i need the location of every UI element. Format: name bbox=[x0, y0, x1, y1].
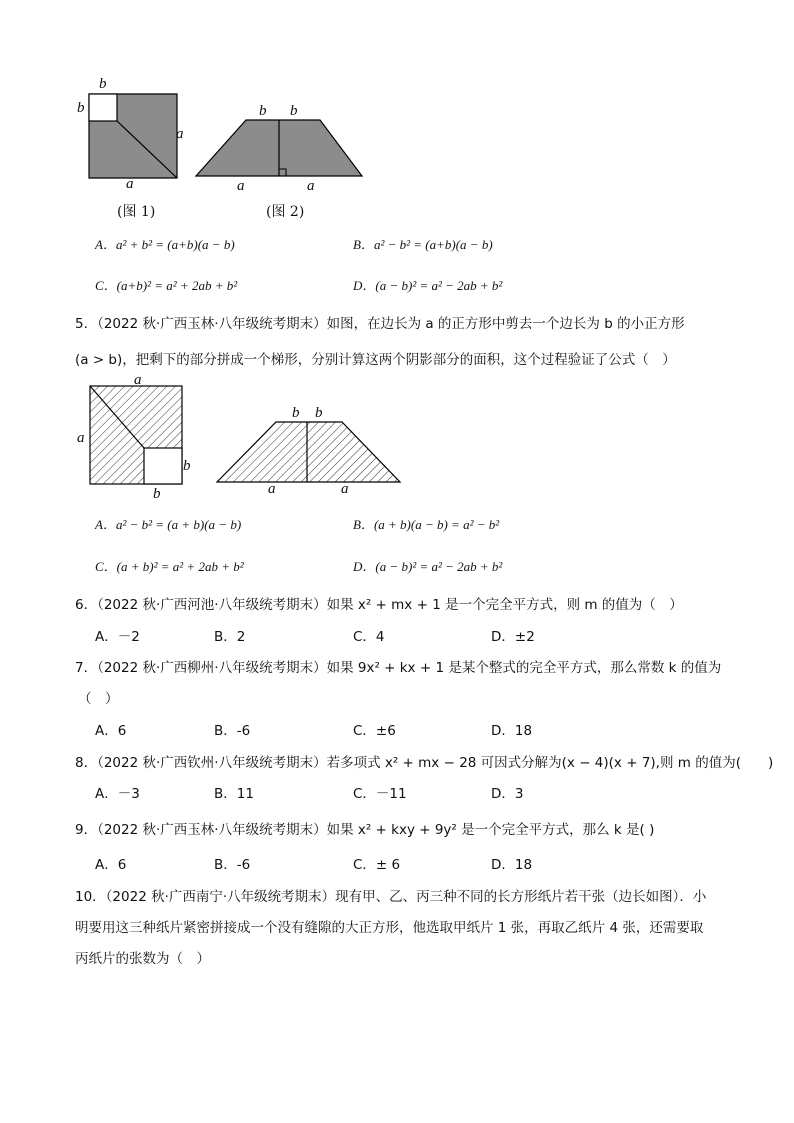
q6-option-c[interactable]: C．4 bbox=[353, 629, 385, 645]
q4-option-b[interactable]: B．a² − b² = (a+b)(a − b) bbox=[353, 237, 493, 252]
q7-option-b[interactable]: B．-6 bbox=[214, 723, 251, 739]
q5-figure-2 bbox=[214, 416, 404, 486]
q7-option-a[interactable]: A．6 bbox=[95, 723, 127, 739]
q7-option-d[interactable]: D．18 bbox=[491, 723, 533, 739]
q4-fig1-top-label: b bbox=[99, 76, 107, 92]
q8-option-c[interactable]: C．－11 bbox=[353, 786, 407, 802]
q4-fig1-left-label: b bbox=[77, 100, 85, 116]
q5-fig2-bottom-right-label: a bbox=[341, 481, 349, 497]
q4-fig2-caption: (图 2) bbox=[266, 204, 305, 220]
q4-fig2-top-left-label: b bbox=[259, 103, 267, 119]
q6-stem: 6．（2022 秋·广西河池·八年级统考期末）如果 x² + mx + 1 是一个完全平方式，则 m 的值为（ ） bbox=[75, 597, 683, 613]
q7-stem-line1: 7．（2022 秋·广西柳州·八年级统考期末）如果 9x² + kx + 1 是某个整式的完全平方式，那么常数 k 的值为 bbox=[75, 660, 722, 676]
q6-option-d[interactable]: D．±2 bbox=[491, 629, 535, 645]
q6-option-a[interactable]: A．－2 bbox=[95, 629, 140, 645]
q8-option-a[interactable]: A．－3 bbox=[95, 786, 140, 802]
q4-fig1-right-label: a bbox=[176, 126, 184, 142]
q8-option-b[interactable]: B．11 bbox=[214, 786, 254, 802]
q5-option-d[interactable]: D．(a − b)² = a² − 2ab + b² bbox=[353, 559, 503, 574]
q5-option-c[interactable]: C．(a + b)² = a² + 2ab + b² bbox=[95, 559, 244, 574]
q5-option-b[interactable]: B．(a + b)(a − b) = a² − b² bbox=[353, 517, 500, 532]
q8-option-d[interactable]: D．3 bbox=[491, 786, 524, 802]
q4-option-d[interactable]: D．(a − b)² = a² − 2ab + b² bbox=[353, 278, 503, 293]
q4-fig2-bottom-right-label: a bbox=[307, 178, 315, 194]
q9-option-a[interactable]: A．6 bbox=[95, 857, 127, 873]
q9-option-d[interactable]: D．18 bbox=[491, 857, 533, 873]
q9-stem: 9．（2022 秋·广西玉林·八年级统考期末）如果 x² + kxy + 9y² 是一个完全平方式，那么 k 是( ) bbox=[75, 822, 655, 838]
q4-fig2-bottom-left-label: a bbox=[237, 178, 245, 194]
q10-stem-line3: 丙纸片的张数为（ ） bbox=[75, 951, 210, 967]
q9-option-b[interactable]: B．-6 bbox=[214, 857, 251, 873]
q5-fig2-bottom-left-label: a bbox=[268, 481, 276, 497]
q4-fig1-bottom-label: a bbox=[126, 176, 134, 192]
q4-option-c[interactable]: C．(a+b)² = a² + 2ab + b² bbox=[95, 278, 238, 293]
q4-option-a[interactable]: A．a² + b² = (a+b)(a − b) bbox=[95, 237, 235, 252]
q4-fig2-top-right-label: b bbox=[290, 103, 298, 119]
q7-stem-line2: （ ） bbox=[78, 691, 119, 707]
q5-fig1-bottom-label: b bbox=[153, 486, 161, 502]
q5-stem-line1: 5．（2022 秋·广西玉林·八年级统考期末）如图，在边长为 a 的正方形中剪去一个边长为 b 的小正方形 bbox=[75, 316, 685, 332]
q5-option-a[interactable]: A．a² − b² = (a + b)(a − b) bbox=[95, 517, 242, 532]
q6-option-b[interactable]: B．2 bbox=[214, 629, 246, 645]
q5-fig1-left-label: a bbox=[77, 430, 85, 446]
q5-fig1-right-label: b bbox=[183, 458, 191, 474]
q10-stem-line1: 10．（2022 秋·广西南宁·八年级统考期末）现有甲、乙、丙三种不同的长方形纸片若干张（边长如图）．小 bbox=[75, 889, 707, 905]
q5-fig2-top-right-label: b bbox=[315, 405, 323, 421]
q7-option-c[interactable]: C．±6 bbox=[353, 723, 396, 739]
q10-stem-line2: 明要用这三种纸片紧密拼接成一个没有缝隙的大正方形，他选取甲纸片 1 张，再取乙纸片 4 张，还需要取 bbox=[75, 920, 704, 936]
q8-stem: 8．（2022 秋·广西钦州·八年级统考期末）若多项式 x² + mx − 28 可因式分解为(x − 4)(x + 7),则 m 的值为( ) bbox=[75, 755, 774, 771]
q5-figure-1 bbox=[86, 382, 186, 488]
q5-fig2-top-left-label: b bbox=[292, 405, 300, 421]
q4-figure-2 bbox=[192, 100, 372, 182]
q5-stem-line2: (a > b)，把剩下的部分拼成一个梯形，分别计算这两个阴影部分的面积，这个过程验证了公式（ ） bbox=[75, 352, 676, 368]
q5-fig1-top-label: a bbox=[134, 372, 142, 388]
q9-option-c[interactable]: C．± 6 bbox=[353, 857, 401, 873]
q4-fig1-caption: (图 1) bbox=[117, 204, 156, 220]
